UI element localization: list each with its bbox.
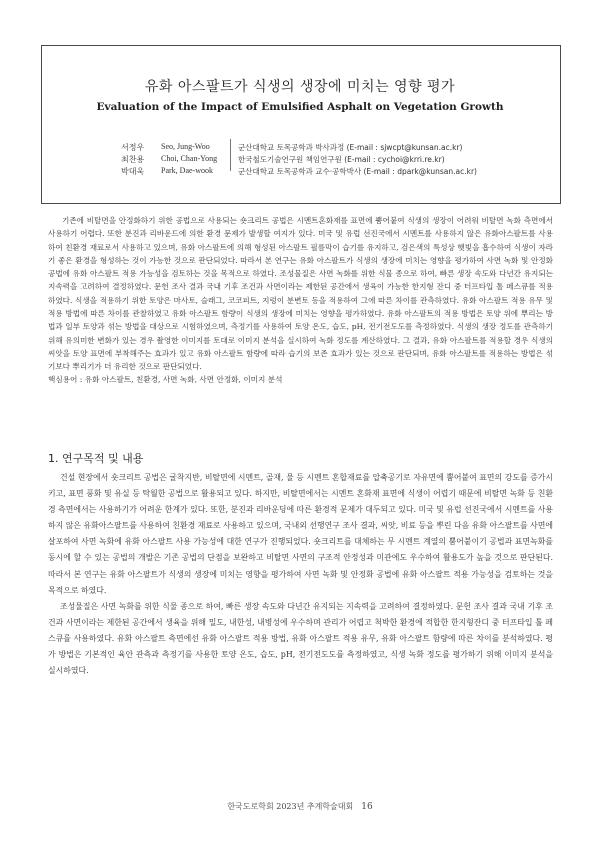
author-affiliation: 한국철도기술연구원 책임연구원 (E-mail : cychoi@krri.re.kr) [238,155,445,164]
author-name-korean: 최찬용 [121,155,145,164]
abstract [48,214,553,374]
section-body [48,470,553,679]
author-affiliation: 군산대학교 토목공학과 박사과정 (E-mail : sjwcpt@kunsan.ac.kr) [238,143,463,152]
keywords: 핵심용어 : 유화 아스팔트, 친환경, 사면 녹화, 사면 안정화, 이미지 분석 [48,375,283,384]
body-paragraph: 건설 현장에서 숏크리트 공법은 굴착지반, 비탈면에 시멘트, 골재, 물 등 시멘트 혼합재료를 압축공기로 자유면에 뿜어붙여 표면의 강도를 증가시키고, 표면 풍화 및 유실 등 탁월한 공법으로 활용되고 있다. 하지만, 비탈면에서는 시멘트 혼화재 표면에 식생이 어렵기 때문에 비탈면 녹화 등 친환경 측면에서는 사용하기가 어려운 한계가 있다. 또한, 분진과 리바운딩에 따른 환경적 문제가 대두되고 있다. 미국 및 유럽 선진국에서 시멘트를 사용하지 않은 유화아스팔트를 사용하여 친환경 재료로 사용하고 있으며, 국내외 선행연구 조사 결과, 씨앗, 비료 등을 뿌린 다음 유화 아스팔트를 사면에 살포하여 사면 녹화에 유화 아스팔트 사용 가능성에 대한 연구가 진행되었다. 숏크리트를 대체하는 무 시멘트 계열의 뿜어붙이기 공법과 표면녹화를 동시에 할 수 있는 공법의 개발은 기존 공법의 단점을 보완하고 비탈면 사면의 구조적 안정성과 미관에도 우수하여 활용도가 높을 것으로 판단된다. 따라서 본 연구는 유화 아스팔트가 식생의 생장에 미치는 영향을 평가하여 사면 녹화 및 안정화 공법에 유화 아스팔트 적용 가능성을 검토하는 것을 목적으로 하였다. [48,473,553,595]
author-name-korean: 서정우 [121,143,145,152]
author-affiliation: 군산대학교 토목공학과 교수·공학박사 (E-mail : dpark@kunsan.ac.kr) [238,167,477,176]
author-name-english: Choi, Chan-Yong [161,154,218,163]
conference-name: 한국도로학회 2023년 추계학술대회 [227,802,354,811]
author-divider [230,139,231,171]
title-box [41,45,561,204]
author-name-korean: 박대욱 [121,167,145,176]
paper-title-korean: 유화 아스팔트가 식생의 생장에 미치는 영향 평가 [144,79,456,95]
author-name-english: Park, Dae-wook [161,166,213,175]
body-paragraph: 조성물질은 사면 녹화를 위한 식물 종으로 하여, 빠른 생장 속도와 다년간 유지되는 지속력을 고려하여 결정하였다. 문헌 조사 결과 국내 기후 조건과 사면이라는 제한된 공간에서 생육을 위해 밀도, 내한성, 내병성에 우수하며 관리가 어렵고 척박한 환경에 적합한 한지형잔디 중 터프타입 톨 페스큐를 사용하였다. 유화 아스팔트 측면에선 유화 아스팔트 적용 방법, 유화 아스팔트 적용 유무, 유화 아스팔트 함량에 따른 차이를 분석하였다. 평가 방법은 기본적인 육안 관측과 측정기를 사용한 토양 온도, 습도, pH, 전기전도도를 측정하였고, 식생 녹화 정도를 평가하기 위해 이미지 분석을 실시하였다. [48,601,553,676]
page-footer [0,801,600,812]
author-name-english: Seo, Jung-Woo [161,142,210,151]
abstract-text: 기존에 비탈면을 안정화하기 위한 공법으로 사용되는 숏크리트 공법은 시멘트혼화재를 표면에 뿜어붙여 식생의 생장이 어려워 비탈면 녹화 측면에서 사용하기 어렵다. 또한 분진과 리바운드에 의한 환경 문제가 발생할 여지가 있다. 미국 및 유럽 선진국에서 시멘트를 사용하지 않은 유화아스팔트를 사용하여 친환경 재료로서 사용하고 있으며, 유화 아스팔트에 의해 형성된 아스팔트 필름막이 습기를 유지하고, 검은색의 특성상 햇빛을 흡수하여 식생이 자라기 좋은 환경을 형성하는 것이 가능한 것으로 판단되었다. 따라서 본 연구는 유화 아스팔트가 식생의 생장에 미치는 영향을 평가하여 사면 녹화 및 안정화 공법에 유화 아스팔트 적용 가능성을 검토하는 것을 목적으로 하였다. 조성물질은 사면 녹화를 위한 식물 종으로 하여, 빠른 생장 속도와 다년간 유지되는 지속력을 고려하여 결정하였다. 문헌 조사 결과 국내 기후 조건과 사면이라는 제한된 공간에서 생육이 가능한 한지형 잔디 중 터프타입 톨 페스큐를 적용하였다. 식생을 적용하기 위한 토양은 마사토, 슬래그, 코코피트, 지렁이 분변토 등을 적용하여 그에 따른 차이를 관측하였다. 유화 아스팔트 적용 유무 및 적용 방법에 따른 차이를 관찰하였고 유화 아스팔트 함량이 식생의 생장에 미치는 영향을 평가하였다. 유화 아스팔트의 적용 방법은 토양 위에 뿌리는 방법과 일부 토양과 섞는 방법을 대상으로 시험하였으며, 측정기를 사용하여 토양 온도, 습도, pH, 전기전도도를 측정하였다. 식생의 생장 정도를 관측하기 위해 유의미한 변화가 있는 경우 촬영한 이미지를 토대로 이미지 분석을 실시하여 녹화 정도를 계산하였다. 그 결과, 유화 아스팔트를 적용할 경우 식생의 씨앗을 토양 표면에 부착해주는 효과가 있고 유화 아스팔트 함량에 따라 습기의 보존 효과가 있는 것으로 판단되며, 유화 아스팔트를 적용하는 방법은 섞기보다 뿌리기가 더 유리한 것으로 판단되었다. [48,216,553,372]
section-heading: 1. 연구목적 및 내용 [48,452,144,465]
paper-title-english: Evaluation of the Impact of Emulsified Asphalt on Vegetation Growth [96,101,504,113]
page-number: 16 [361,802,373,812]
